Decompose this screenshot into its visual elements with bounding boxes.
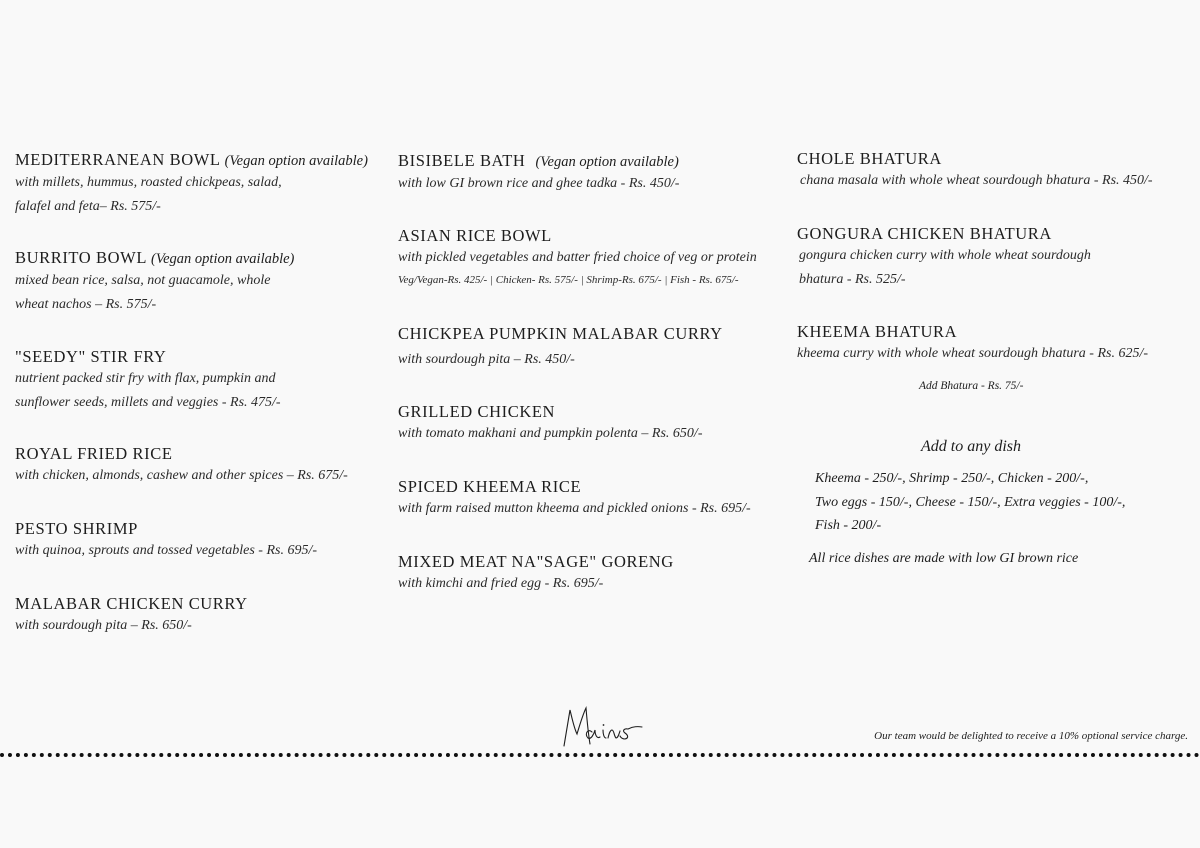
dish-price-options: Veg/Vegan-Rs. 425/- | Chicken- Rs. 575/- | Shrimp-Rs. 675/- | Fish - Rs. 675/- — [398, 274, 739, 286]
dish-note: (Vegan option available) — [224, 153, 368, 169]
dish-name: MEDITERRANEAN BOWL — [15, 150, 221, 169]
addon-line: Kheema - 250/-, Shrimp - 250/-, Chicken - 200/-, — [815, 471, 1089, 486]
dish-name: BURRITO BOWL — [15, 248, 148, 267]
dish-name: GRILLED CHICKEN — [398, 402, 556, 421]
dish-name: SPICED KHEEMA RICE — [398, 477, 582, 496]
dish-description: bhatura - Rs. 525/- — [799, 272, 906, 287]
dish-name: ROYAL FRIED RICE — [15, 444, 173, 463]
dish-mixed-meat-nasage-goreng — [398, 552, 793, 596]
add-bhatura-note: Add Bhatura - Rs. 75/- — [919, 380, 1024, 392]
dish-note: (Vegan option available) — [535, 154, 679, 170]
dish-name: PESTO SHRIMP — [15, 519, 138, 538]
dish-gongura-chicken-bhatura — [797, 224, 1192, 292]
dish-asian-rice-bowl — [398, 226, 793, 290]
dish-description: with pickled vegetables and batter fried choice of veg or protein — [398, 250, 757, 265]
service-charge-note: Our team would be delighted to receive a 10% optional service charge. — [874, 730, 1188, 742]
mains-signature-logo — [558, 700, 648, 752]
dish-bisibele-bath — [398, 151, 793, 196]
addons-list — [815, 467, 1125, 538]
dish-description: with quinoa, sprouts and tossed vegetables - Rs. 695/- — [15, 543, 318, 558]
dish-description: gongura chicken curry with whole wheat sourdough — [799, 248, 1091, 263]
dish-description: mixed bean rice, salsa, not guacamole, whole — [15, 273, 271, 288]
dish-description: kheema curry with whole wheat sourdough bhatura - Rs. 625/- — [797, 346, 1149, 361]
dish-description: wheat nachos – Rs. 575/- — [15, 297, 157, 312]
dish-description: with chicken, almonds, cashew and other spices – Rs. 675/- — [15, 468, 348, 483]
dish-burrito-bowl — [15, 248, 390, 317]
dish-description: with sourdough pita – Rs. 450/- — [398, 352, 575, 367]
dish-description: chana masala with whole wheat sourdough bhatura - Rs. 450/- — [800, 173, 1153, 188]
dish-chickpea-pumpkin-malabar-curry — [398, 324, 793, 372]
dish-pesto-shrimp — [15, 519, 390, 563]
addons-title: Add to any dish — [921, 438, 1021, 455]
dish-name: BISIBELE BATH — [398, 151, 526, 170]
dish-name: CHICKPEA PUMPKIN MALABAR CURRY — [398, 324, 723, 343]
dish-description: sunflower seeds, millets and veggies - Rs. 475/- — [15, 395, 281, 410]
dish-malabar-chicken-curry — [15, 594, 390, 638]
dish-name: CHOLE BHATURA — [797, 149, 942, 168]
dish-description: with low GI brown rice and ghee tadka - Rs. 450/- — [398, 176, 680, 191]
dish-grilled-chicken — [398, 402, 793, 446]
dish-kheema-bhatura — [797, 322, 1192, 366]
dish-description: with kimchi and fried egg - Rs. 695/- — [398, 576, 604, 591]
dish-name: KHEEMA BHATURA — [797, 322, 958, 341]
dish-chole-bhatura — [797, 149, 1192, 193]
dish-mediterranean-bowl — [15, 150, 390, 219]
dish-description: with tomato makhani and pumpkin polenta – Rs. 650/- — [398, 426, 703, 441]
rice-note: All rice dishes are made with low GI brown rice — [809, 551, 1079, 566]
addon-line: Fish - 200/- — [815, 518, 882, 533]
dish-name: ASIAN RICE BOWL — [398, 226, 552, 245]
dish-name: "SEEDY" STIR FRY — [15, 347, 167, 366]
dish-description: with millets, hummus, roasted chickpeas, salad, — [15, 175, 282, 190]
dish-description: with sourdough pita – Rs. 650/- — [15, 618, 192, 633]
dish-name: MALABAR CHICKEN CURRY — [15, 594, 248, 613]
dotted-divider — [0, 753, 1200, 757]
dish-royal-fried-rice — [15, 444, 390, 488]
dish-name: MIXED MEAT NA"SAGE" GORENG — [398, 552, 674, 571]
dish-spiced-kheema-rice — [398, 477, 793, 521]
dish-description: with farm raised mutton kheema and pickled onions - Rs. 695/- — [398, 501, 751, 516]
dish-note: (Vegan option available) — [151, 251, 295, 267]
dish-name: GONGURA CHICKEN BHATURA — [797, 224, 1052, 243]
addon-line: Two eggs - 150/-, Cheese - 150/-, Extra veggies - 100/-, — [815, 494, 1126, 510]
dish-description: falafel and feta– Rs. 575/- — [15, 199, 161, 214]
dish-seedy-stir-fry — [15, 347, 390, 415]
dish-description: nutrient packed stir fry with flax, pumpkin and — [15, 371, 276, 386]
